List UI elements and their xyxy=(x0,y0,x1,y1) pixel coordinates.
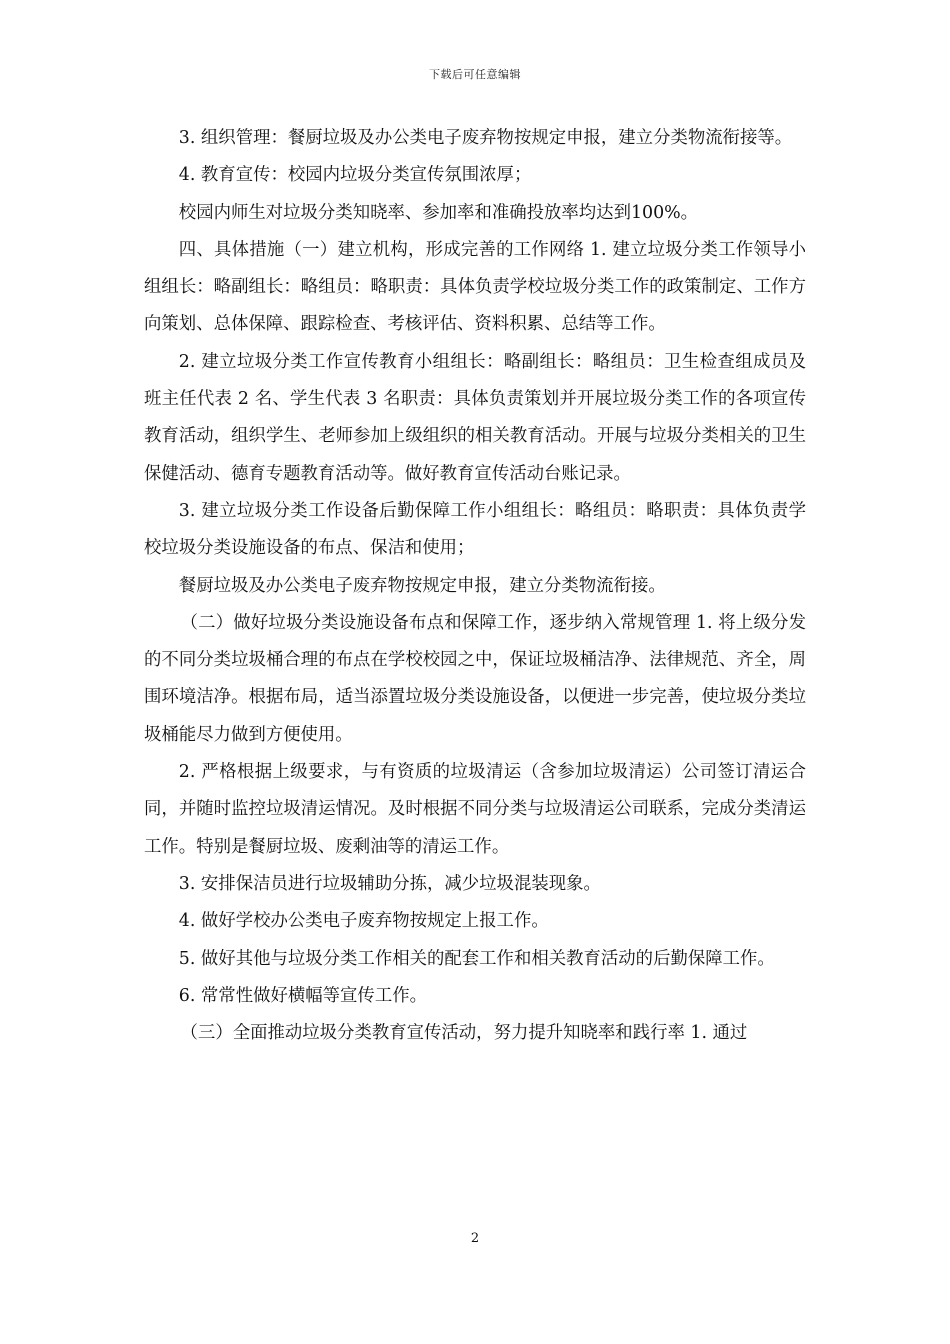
page-header: 下载后可任意编辑 xyxy=(429,68,521,81)
paragraph-e-waste-report: 4. 做好学校办公类电子废弃物按规定上报工作。 xyxy=(178,911,549,932)
paragraph-cleanup-contract: 2. 严格根据上级要求，与有资质的垃圾清运（含参加垃圾清运）公司签订清运合同，并随时监控垃圾清运情况。及时根据不同分类与垃圾清运公司联系，完成分类清运工作。特别是餐厨垃圾、废剩油等的清运工作。 xyxy=(144,762,806,857)
document-body xyxy=(144,120,806,1052)
paragraph-education-publicity: 4. 教育宣传：校园内垃圾分类宣传氛围浓厚； xyxy=(178,165,532,186)
page-number: 2 xyxy=(470,1231,480,1246)
paragraph-promote-education: （三）全面推动垃圾分类教育宣传活动，努力提升知晓率和践行率 1. 通过 xyxy=(180,1023,748,1044)
paragraph-support-work: 5. 做好其他与垃圾分类工作相关的配套工作和相关教育活动的后勤保障工作。 xyxy=(178,948,775,969)
paragraph-kitchen-waste: 餐厨垃圾及办公类电子废弃物按规定申报，建立分类物流衔接。 xyxy=(178,575,666,596)
paragraph-cleaner-sorting: 3. 安排保洁员进行垃圾辅助分拣，减少垃圾混装现象。 xyxy=(178,873,601,894)
paragraph-logistics-group: 3. 建立垃圾分类工作设备后勤保障工作小组组长：略组员：略职责：具体负责学校垃圾分类设施设备的布点、保洁和使用； xyxy=(144,500,806,559)
paragraph-specific-measures: 四、具体措施（一）建立机构，形成完善的工作网络 1. 建立垃圾分类工作领导小组组长：略副组长：略组员：略职责：具体负责学校垃圾分类工作的政策制定、工作方向策划、总体保障、跟踪检查、考核评估、资料积累、总结等工作。 xyxy=(144,239,806,335)
paragraph-facility-layout: （二）做好垃圾分类设施设备布点和保障工作，逐步纳入常规管理 1. 将上级分发的不同分类垃圾桶合理的布点在学校校园之中，保证垃圾桶洁净、法律规范、齐全，周围环境洁净。根据布局，适当添置垃圾分类设施设备，以便进一步完善，使垃圾分类垃圾桶能尽力做到方便使用。 xyxy=(144,612,806,745)
paragraph-publicity-group: 2. 建立垃圾分类工作宣传教育小组组长：略副组长：略组员：卫生检查组成员及班主任代表 2 名、学生代表 3 名职责：具体负责策划并开展垃圾分类工作的各项宣传教育活动，组织学生、老师参加上级组织的相关教育活动。开展与垃圾分类相关的卫生保健活动、德育专题教育活动等。做好教育宣传活动台账记录。 xyxy=(144,351,806,484)
paragraph-banner-publicity: 6. 常常性做好横幅等宣传工作。 xyxy=(178,985,427,1006)
paragraph-awareness-rate: 校园内师生对垃圾分类知晓率、参加率和准确投放率均达到100%。 xyxy=(178,202,699,223)
paragraph-organization-management: 3. 组织管理：餐厨垃圾及办公类电子废弃物按规定申报，建立分类物流衔接等。 xyxy=(178,128,793,148)
